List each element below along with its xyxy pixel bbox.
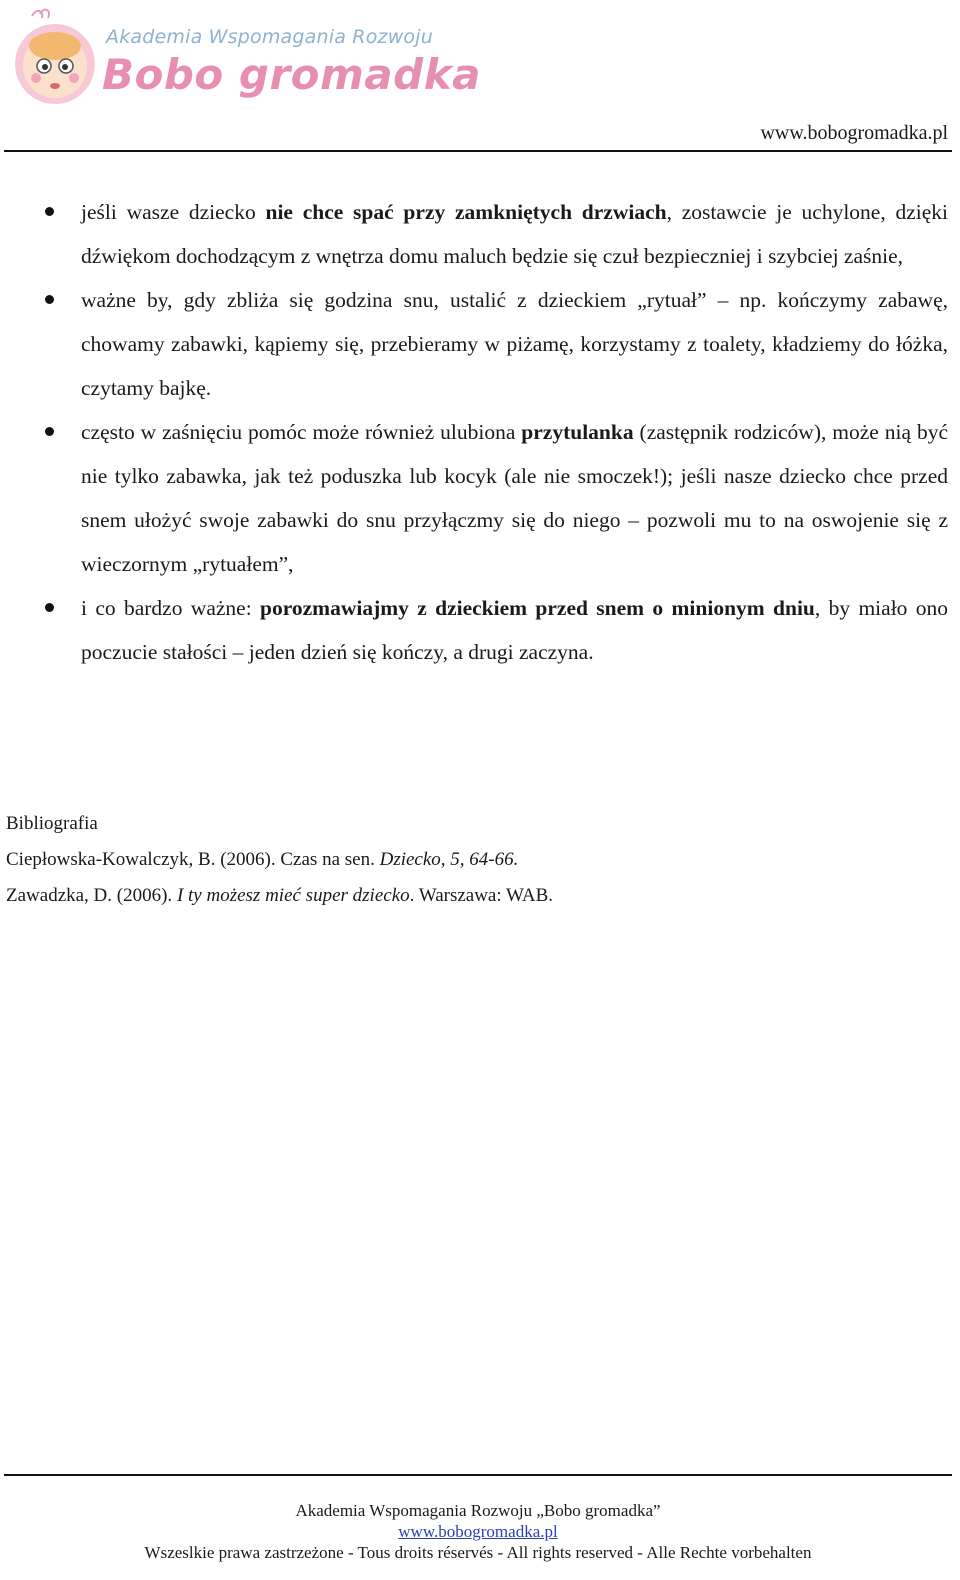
footer-rights: Wszeslkie prawa zastrzeżone - Tous droits réservés - All rights reserved - Alle Rechte vorbehalten: [144, 1543, 812, 1562]
entry-source: Dziecko, 5, 64-66.: [379, 849, 519, 870]
tips-list: [0, 190, 960, 674]
bullet-icon: [45, 295, 54, 304]
item-text: , by miało ono poczucie stałości – jeden dzień się kończy, a drugi zaczyna.: [81, 596, 949, 664]
footer-divider: [4, 1474, 952, 1476]
item-emphasis: porozmawiajmy z dzieckiem przed snem o minionym dniu: [260, 596, 815, 620]
list-item: [81, 586, 948, 674]
bullet-icon: [45, 207, 54, 216]
logo-title: Bobo gromadka: [102, 50, 481, 99]
list-item: [81, 278, 948, 410]
bibliography: [6, 806, 553, 914]
entry-source: I ty możesz mieć super dziecko: [176, 885, 410, 906]
bobo-gromadka-logo: [10, 6, 481, 126]
entry-text: Zawadzka, D. (2006).: [6, 885, 177, 906]
site-url: www.bobogromadka.pl: [760, 122, 948, 144]
item-text: i co bardzo ważne:: [81, 596, 261, 620]
logo-tagline: Akademia Wspomagania Rozwoju: [106, 26, 433, 48]
baby-face-icon: [10, 6, 100, 118]
item-emphasis: nie chce spać przy zamkniętych drzwiach: [265, 200, 667, 224]
entry-text: . Warszawa: WAB.: [409, 885, 554, 906]
item-emphasis: przytulanka: [521, 420, 634, 444]
item-text: (zastępnik rodziców), może nią być nie tylko zabawka, jak też poduszka lub kocyk (ale nie smoczek!); jeśli nasze dziecko chce przed snem ułożyć swoje zabawki do snu przyłączmy się do niego – pozwoli mu to na oswojenie się z wieczornym „rytuałem”,: [81, 420, 949, 576]
bibliography-entry: [6, 878, 553, 914]
bibliography-heading: Bibliografia: [6, 813, 98, 834]
item-text: jeśli wasze dziecko: [81, 200, 266, 224]
list-item: [81, 410, 948, 586]
item-text: ważne by, gdy zbliża się godzina snu, ustalić z dzieckiem „rytuał” – np. kończymy zabawę, chowamy zabawki, kąpiemy się, przebieramy w piżamę, korzystamy z toalety, kładziemy do łóżka, czytamy bajkę.: [81, 288, 948, 400]
footer-org: Akademia Wspomagania Rozwoju „Bobo gromadka”: [295, 1501, 661, 1520]
entry-text: Ciepłowska-Kowalczyk, B. (2006). Czas na sen.: [6, 849, 380, 870]
item-text: często w zaśnięciu pomóc może również ulubiona: [81, 420, 522, 444]
bullet-icon: [45, 427, 54, 436]
item-text: , zostawcie je uchylone, dzięki dźwiękom dochodzącym z wnętrza domu maluch będzie się czuł bezpieczniej i szybciej zaśnie,: [81, 200, 948, 268]
bullet-icon: [45, 603, 54, 612]
list-item: [81, 190, 948, 278]
page-header: [0, 0, 960, 160]
bibliography-entry: [6, 842, 553, 878]
page-footer: [0, 1500, 956, 1563]
header-divider: [4, 150, 952, 152]
footer-link[interactable]: www.bobogromadka.pl: [398, 1522, 558, 1541]
main-content: [0, 190, 960, 674]
